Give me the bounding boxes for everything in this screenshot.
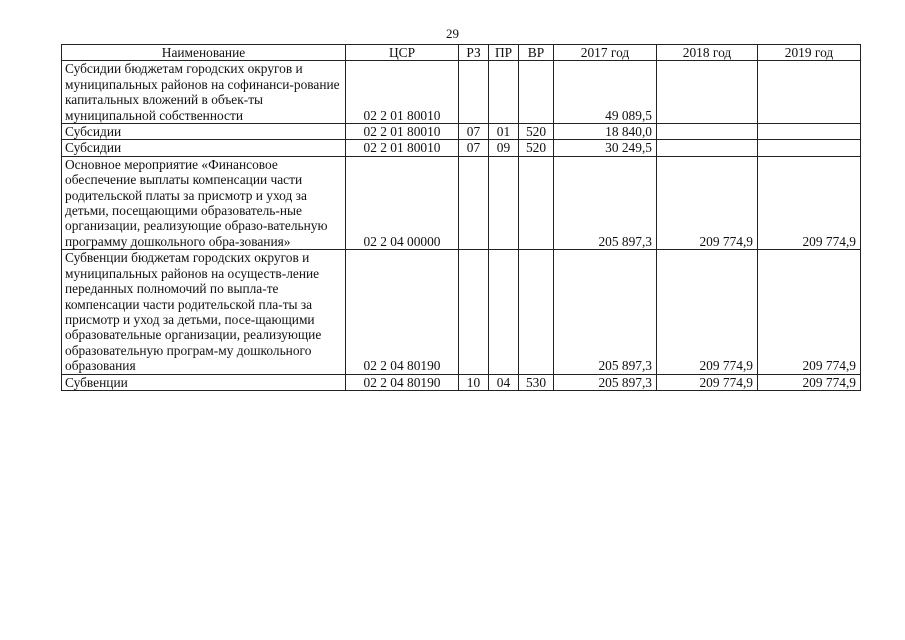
table-row [62,124,861,140]
table-row [62,374,861,390]
header-rz: РЗ [459,45,489,61]
row-2017: 49 089,5 [554,61,657,124]
row-vr [519,61,554,124]
row-2019: 209 774,9 [758,374,861,390]
header-pr: ПР [489,45,519,61]
row-csr: 02 2 04 80190 [346,374,459,390]
header-2018: 2018 год [657,45,758,61]
row-vr: 520 [519,124,554,140]
row-pr: 01 [489,124,519,140]
row-rz: 10 [459,374,489,390]
header-2019: 2019 год [758,45,861,61]
header-2017: 2017 год [554,45,657,61]
table-row [62,250,861,374]
row-vr: 530 [519,374,554,390]
row-2017: 205 897,3 [554,250,657,374]
row-pr: 09 [489,140,519,156]
table-row [62,156,861,249]
row-2017: 205 897,3 [554,156,657,249]
row-rz [459,250,489,374]
row-2019 [758,124,861,140]
row-rz: 07 [459,124,489,140]
row-name: Основное мероприятие «Финансовое обеспечение выплаты компенсации части родительской платы за присмотр и уход за детьми, посещающими образователь-ные организации, реализующие образо-вательную программу дошкольного обра-зования» [62,156,346,249]
table-header-row [62,45,861,61]
row-2018 [657,140,758,156]
row-rz [459,61,489,124]
row-rz [459,156,489,249]
table-row [62,61,861,124]
row-csr: 02 2 01 80010 [346,61,459,124]
row-name: Субсидии [62,140,346,156]
row-2018 [657,61,758,124]
row-2018: 209 774,9 [657,156,758,249]
row-2017: 205 897,3 [554,374,657,390]
row-name: Субсидии [62,124,346,140]
row-2019 [758,61,861,124]
row-2019 [758,140,861,156]
row-vr [519,156,554,249]
row-csr: 02 2 01 80010 [346,124,459,140]
row-vr [519,250,554,374]
row-csr: 02 2 04 00000 [346,156,459,249]
table-row [62,140,861,156]
row-csr: 02 2 01 80010 [346,140,459,156]
row-pr [489,250,519,374]
header-csr: ЦСР [346,45,459,61]
row-name: Субсидии бюджетам городских округов и муниципальных районов на софинанси-рование капитальных вложений в объек-ты муниципальной собственности [62,61,346,124]
row-2019: 209 774,9 [758,250,861,374]
row-2018: 209 774,9 [657,250,758,374]
row-2018 [657,124,758,140]
row-name: Субвенции [62,374,346,390]
row-csr: 02 2 04 80190 [346,250,459,374]
page-number: 29 [446,26,459,41]
row-name: Субвенции бюджетам городских округов и муниципальных районов на осуществ-ление переданных полномочий по выпла-те компенсации части родительской пла-ты за присмотр и уход за детьми, посе-щающими образовательные организации, реализующие образовательную програм-му дошкольного образования [62,250,346,374]
row-2018: 209 774,9 [657,374,758,390]
row-pr [489,61,519,124]
row-2019: 209 774,9 [758,156,861,249]
row-2017: 30 249,5 [554,140,657,156]
header-name: Наименование [62,45,346,61]
row-2017: 18 840,0 [554,124,657,140]
row-pr [489,156,519,249]
budget-table [61,44,861,391]
row-vr: 520 [519,140,554,156]
header-vr: ВР [519,45,554,61]
row-pr: 04 [489,374,519,390]
row-rz: 07 [459,140,489,156]
